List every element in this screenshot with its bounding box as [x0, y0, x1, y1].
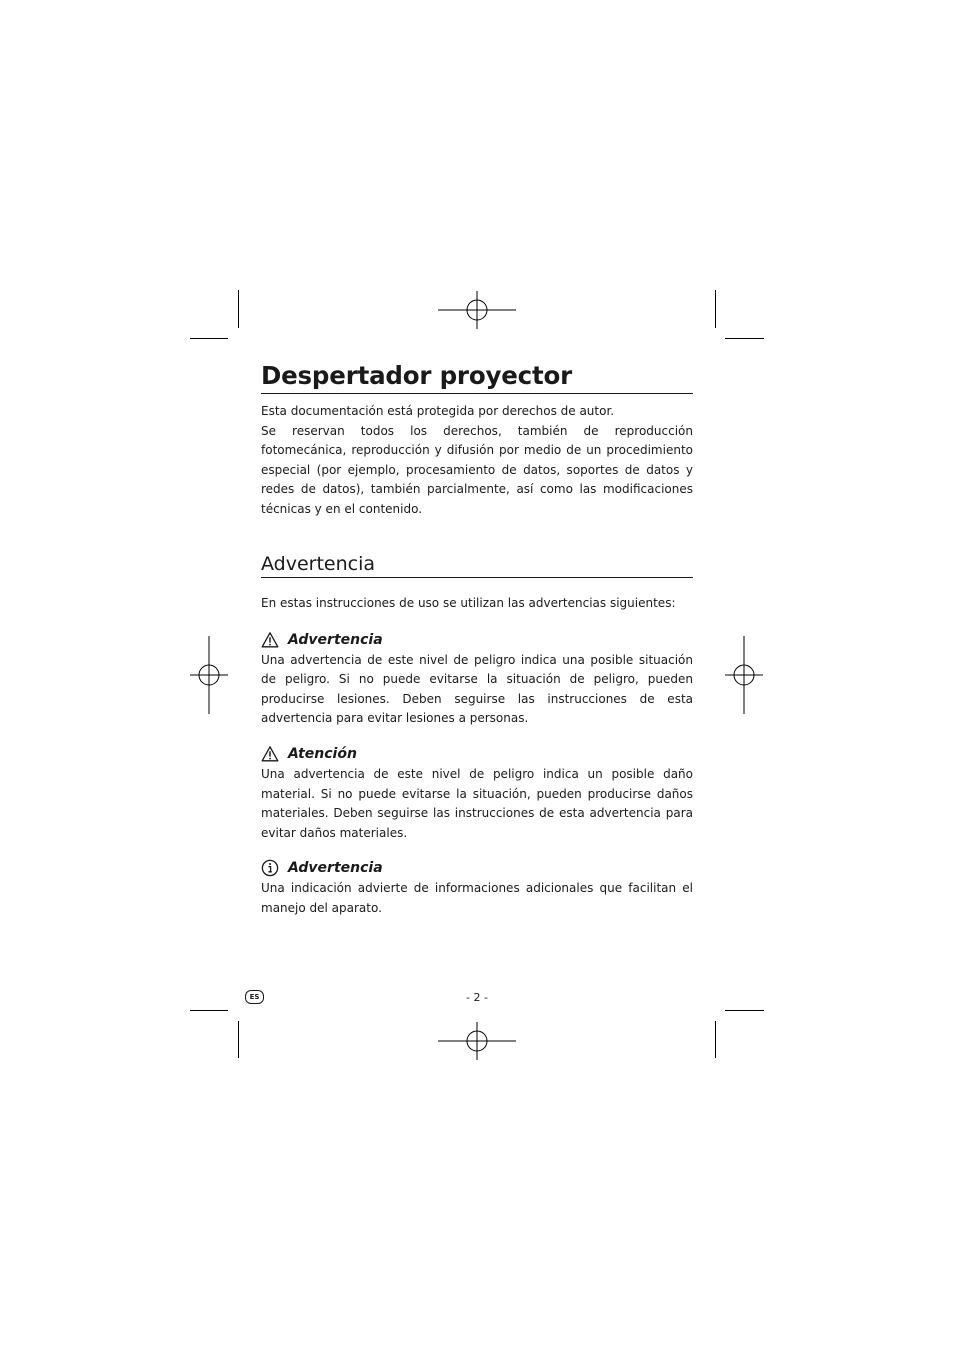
crop-mark	[725, 338, 764, 339]
crop-mark	[715, 1021, 716, 1058]
registration-mark-left	[190, 636, 228, 714]
warning-triangle-icon	[261, 745, 279, 763]
warning-triangle-icon	[261, 631, 279, 649]
crop-mark	[238, 1021, 239, 1058]
copyright-notice	[261, 402, 693, 520]
section-title: Advertencia	[261, 552, 693, 578]
section-intro: En estas instrucciones de uso se utilizan las advertencias siguientes:	[261, 595, 676, 610]
notice-title: Advertencia	[288, 860, 383, 877]
notice-body: Una indicación advierte de informaciones adicionales que facilitan el manejo del aparato.	[261, 881, 693, 915]
language-badge: ES	[245, 990, 264, 1004]
document-title: Despertador proyector	[261, 360, 693, 394]
notice-title: Atención	[288, 745, 357, 762]
copyright-line: Se reservan todos los derechos, también de reproducción fotomecánica, reproducción y difusión por medio de un procedimiento especial (por ejemplo, procesamiento de datos, soportes de datos y redes de datos), también parcialmente, así como las modificaciones técnicas y en el contenido.	[261, 423, 693, 516]
crop-mark	[238, 290, 239, 328]
notice-info	[261, 857, 693, 918]
crop-mark	[725, 1010, 764, 1011]
notice-advertencia	[261, 629, 693, 729]
notice-body: Una advertencia de este nivel de peligro indica un posible daño material. Si no puede evitarse la situación, pueden producirse daños materiales. Deben seguirse las instrucciones de esta advertencia para evitar daños materiales.	[261, 766, 693, 840]
notice-heading	[261, 629, 693, 651]
crop-mark	[715, 290, 716, 328]
notice-heading	[261, 743, 693, 765]
notice-atencion	[261, 743, 693, 843]
page-number: - 2 -	[466, 991, 488, 1004]
crop-mark	[190, 338, 228, 339]
notice-body: Una advertencia de este nivel de peligro indica una posible situación de peligro. Si no puede evitarse la situación de peligro, pueden producirse lesiones. Deben seguirse las instrucciones de esta advertencia para evitar lesiones a personas.	[261, 652, 693, 726]
notice-heading	[261, 857, 693, 879]
notice-title: Advertencia	[288, 631, 383, 648]
registration-mark-top	[438, 291, 516, 329]
copyright-line: Esta documentación está protegida por derechos de autor.	[261, 404, 615, 418]
page-content	[261, 360, 693, 919]
registration-mark-right	[725, 636, 763, 714]
info-circle-icon	[261, 859, 279, 877]
registration-mark-bottom	[438, 1022, 516, 1060]
crop-mark	[190, 1010, 228, 1011]
